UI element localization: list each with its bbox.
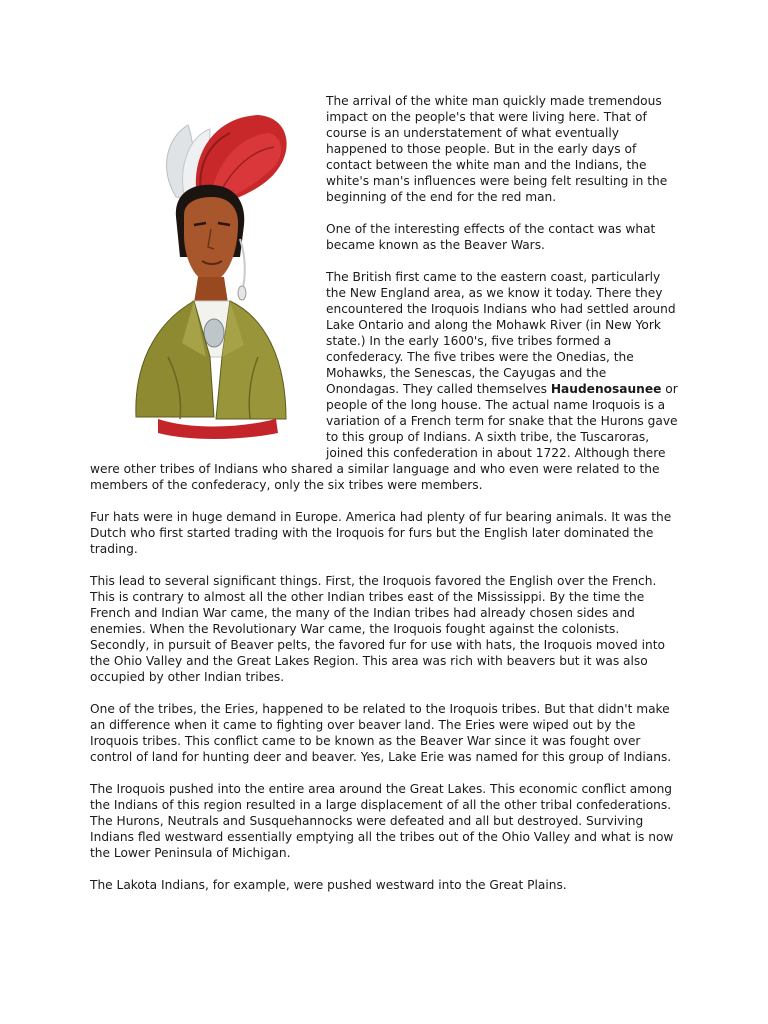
portrait-image	[118, 107, 296, 447]
paragraph-iroquois-text-1: The British first came to the eastern coast, particularly the New England area, as we know it today. There they encountered the Iroquois Indians who had settled around Lake Ontario and along the Mohawk River (in New York state.) In the early 1600's, five tribes formed a confederacy. The five tribes were the Onedias, the Mohawks, the Senescas, the Cayugas and the Onondagas. They called themselves	[326, 270, 676, 396]
paragraph-fur-hats: Fur hats were in huge demand in Europe. America had plenty of fur bearing animals. It was the Dutch who first started trading with the Iroquois for furs but the English later dominated the trading.	[90, 510, 672, 556]
paragraph-intro: The arrival of the white man quickly made tremendous impact on the people's that were living here. That of course is an understatement of what eventually happened to those people. But in the early days of contact between the white man and the Indians, the white's man's influences were being felt resulting in the beginning of the end for the red man.	[326, 94, 668, 204]
haudenosaunee-term: Haudenosaunee	[550, 382, 662, 396]
paragraph-great-lakes: The Iroquois pushed into the entire area around the Great Lakes. This economic conflict among the Indians of this region resulted in a large displacement of all the other tribal confederations. The Hurons, Neutrals and Susquehannocks were defeated and all but destroyed. Surviving Indians fled westward essentially emptying all the tribes out of the Ohio Valley and what is now the Lower Peninsula of Michigan.	[90, 782, 674, 860]
portrait-illustration-icon	[118, 107, 296, 447]
article	[90, 93, 678, 909]
paragraph-lakota: The Lakota Indians, for example, were pushed westward into the Great Plains.	[90, 878, 567, 892]
paragraph-eries: One of the tribes, the Eries, happened to be related to the Iroquois tribes. But that didn't make an difference when it came to fighting over beaver land. The Eries were wiped out by the Iroquois tribes. This conflict came to be known as the Beaver War since it was fought over control of land for hunting deer and beaver. Yes, Lake Erie was named for this group of Indians.	[90, 702, 672, 764]
paragraph-beaver-wars: One of the interesting effects of the contact was what became known as the Beaver Wars.	[326, 222, 656, 252]
paragraph-iroquois-text-2: or people of the long house. The actual name Iroquois is a variation of a French term for snake that the Hurons gave to this group of Indians. A sixth tribe, the Tuscaroras, joined this confederation in about 1722. Although there were other tribes of Indians who shared a similar language and who even were related to the members of the confederacy, only the six tribes were members.	[90, 382, 678, 492]
paragraph-consequences: This lead to several significant things. First, the Iroquois favored the English over the French. This is contrary to almost all the other Indian tribes east of the Mississippi. By the time the French and Indian War came, the many of the Indian tribes had already chosen sides and enemies. When the Revolutionary War came, the Iroquois fought against the colonists. Secondly, in pursuit of Beaver pelts, the favored fur for use with hats, the Iroquois moved into the Ohio Valley and the Great Lakes Region. This area was rich with beavers but it was also occupied by other Indian tribes.	[90, 574, 665, 684]
